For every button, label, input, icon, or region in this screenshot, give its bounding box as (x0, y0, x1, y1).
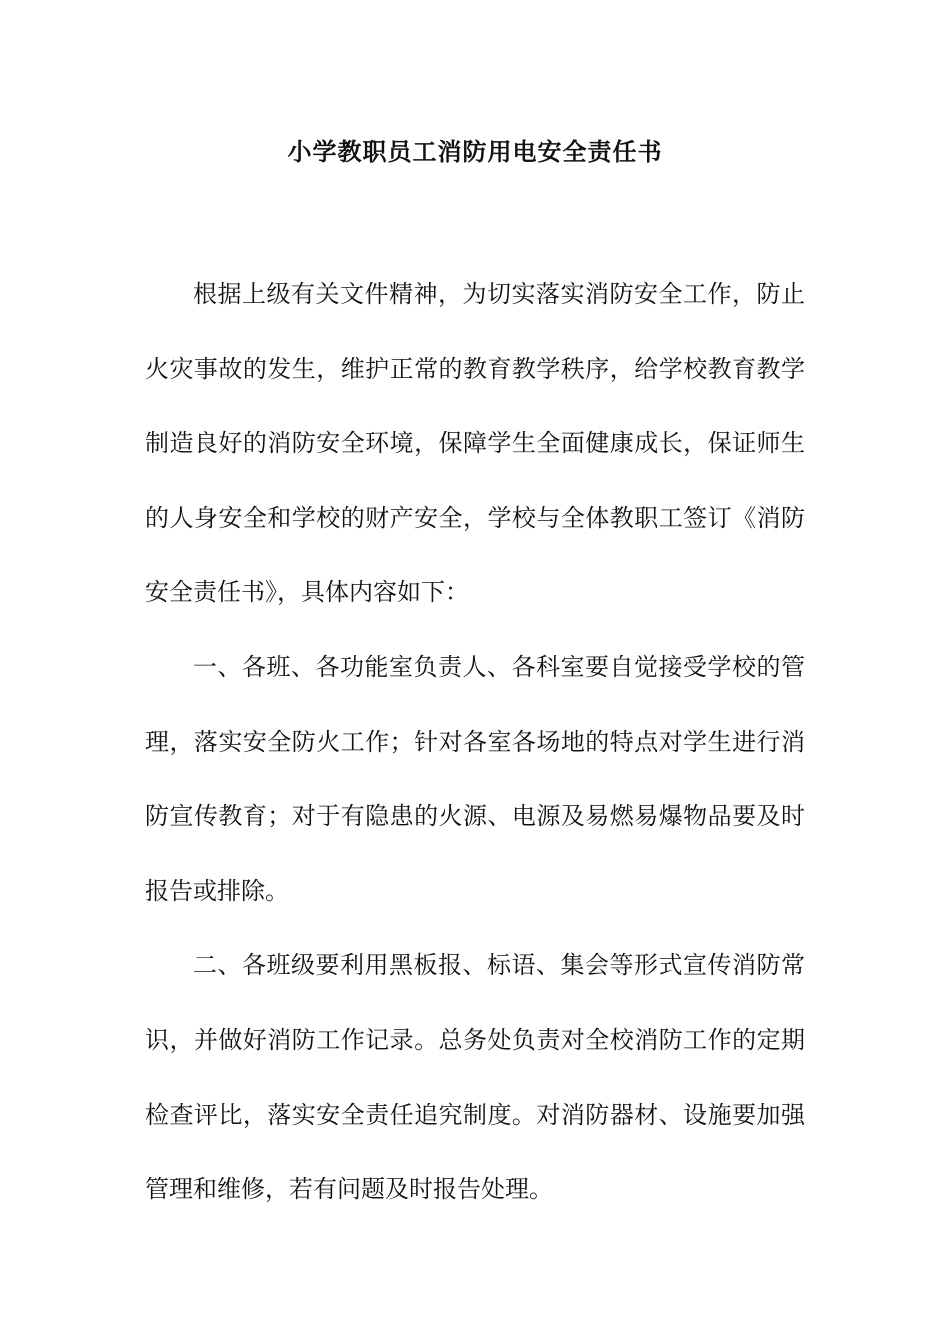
document-title: 小学教职员工消防用电安全责任书 (287, 137, 663, 166)
paragraph-item-two: 二、各班级要利用黑板报、标语、集会等形式宣传消防常识，并做好消防工作记录。总务处负责对全校消防工作的定期检查评比，落实安全责任追究制度。对消防器材、设施要加强管理和维修，若有问题及时报告处理。 (145, 951, 805, 1204)
paragraph-item-one: 一、各班、各功能室负责人、各科室要自觉接受学校的管理，落实安全防火工作；针对各室各场地的特点对学生进行消防宣传教育；对于有隐患的火源、电源及易燃易爆物品要及时报告或排除。 (145, 652, 805, 905)
document-body (145, 257, 805, 1227)
paragraph-intro: 根据上级有关文件精神，为切实落实消防安全工作，防止火灾事故的发生，维护正常的教育教学秩序，给学校教育教学制造良好的消防安全环境，保障学生全面健康成长，保证师生的人身安全和学校的财产安全，学校与全体教职工签订《消防安全责任书》，具体内容如下： (145, 280, 805, 607)
